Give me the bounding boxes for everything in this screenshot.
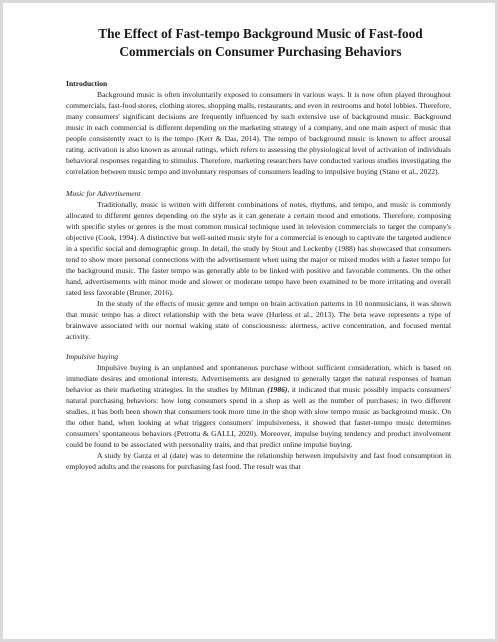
impulsive-buying-heading: Impulsive buying	[66, 352, 119, 361]
impulsive-buying-paragraph-1	[66, 362, 451, 450]
impulsive-buying-paragraph-2: A study by Garza et al (date) was to determine the relationship between impulsivity and fast food consumption in employed adults and the reasons for purchasing fast food. The result was that	[66, 451, 451, 471]
document-title	[66, 25, 451, 61]
introduction-heading: Introduction	[66, 79, 108, 88]
document-page	[3, 3, 495, 639]
impulsive-buying-text-b: , it indicated that music possibly impacts consumers' natural purchasing behaviors: how long consumers spend in a shop as well as the number of purchases; in two different studies, it has both been shown that consumers took more time in the shop with slow tempo music as background music. On the other hand, when looking at what triggers consumers' impulsiveness, it showed that faster-tempo music determines consumers' spontaneous behaviors (Petrotta & GALLI, 2020). Moreover, impulse buying tendency and product involvement could be found to be associated with personality traits, and that predict online impulse buying.	[66, 385, 451, 449]
title-line-2: Commercials on Consumer Purchasing Behaviors	[119, 44, 402, 59]
introduction-paragraph: Background music is often involuntarily exposed to consumers in various ways. It is now often played throughout commercials, fast-food stores, clothing stores, shopping malls, restaurants, and even in restrooms and hotel lobbies. Therefore, many consumers' significant decisions are frequently influenced by such extensive use of background music. Background music in each commercial is different depending on the marketing strategy of a company, and one main aspect of music that people consistently react to is the tempo (Kerr & Das, 2014). The tempo of background music is known to affect arousal rating. activation is also known as arousal ratings, which refers to assessing the physiological level of activation of individuals behavioral responses regarding to stimulus. Therefore, marketing researchers have conducted various studies investigating the correlation between music tempo and involuntary responses of consumers leading to impulsive buying (Stano et al., 2022).	[66, 90, 451, 176]
music-advertisement-paragraph-2: In the study of the effects of music genre and tempo on brain activation patterns in 10 nonmusicians, it was shown that music tempo has a direct relationship with the beta wave (Hurless et al., 2013). The beta wave represents a type of brainwave associated with our normal waking state of consciousness: alertness, active concentration, and focused mental activity.	[66, 299, 451, 341]
music-for-advertisement-heading: Music for Advertisement	[66, 189, 141, 198]
impulsive-buying-text-a: Impulsive buying is an unplanned and spontaneous purchase without sufficient consideration, which is based on immediate desires and emotional interests. Advertisements are designed to generally target the natural responses of human behavior as their marketing strategies. In the studies by Milman	[66, 363, 451, 394]
milman-year: (1986)	[267, 385, 288, 394]
music-advertisement-paragraph-1: Traditionally, music is written with different combinations of notes, rhythms, and tempo, and music is commonly allocated to different genres depending on the style as it can generate a certain mood and emotions. Therefore, composing with specific styles or genres is the most common musical technique used in television commercials to target the company's objective (Cook, 1994). A distinctive but well-suited music style for a commercial is enough to captivate the targeted audience in a specific social and demographic group. In detail, the study by Stout and Leckenby (1988) has showcased that consumers tend to show more personal connections with the advertisement when using the major or mixed modes with a faster tempo for the background music. The faster tempo was generally able to be linked with positive and favorable comments. On the other hand, advertisements with minor mode and slower or moderate tempo have been examined to be more irritating and overall rated less favorable (Bruner, 2016).	[66, 200, 451, 297]
title-line-1: The Effect of Fast-tempo Background Music of Fast-food	[98, 26, 423, 41]
